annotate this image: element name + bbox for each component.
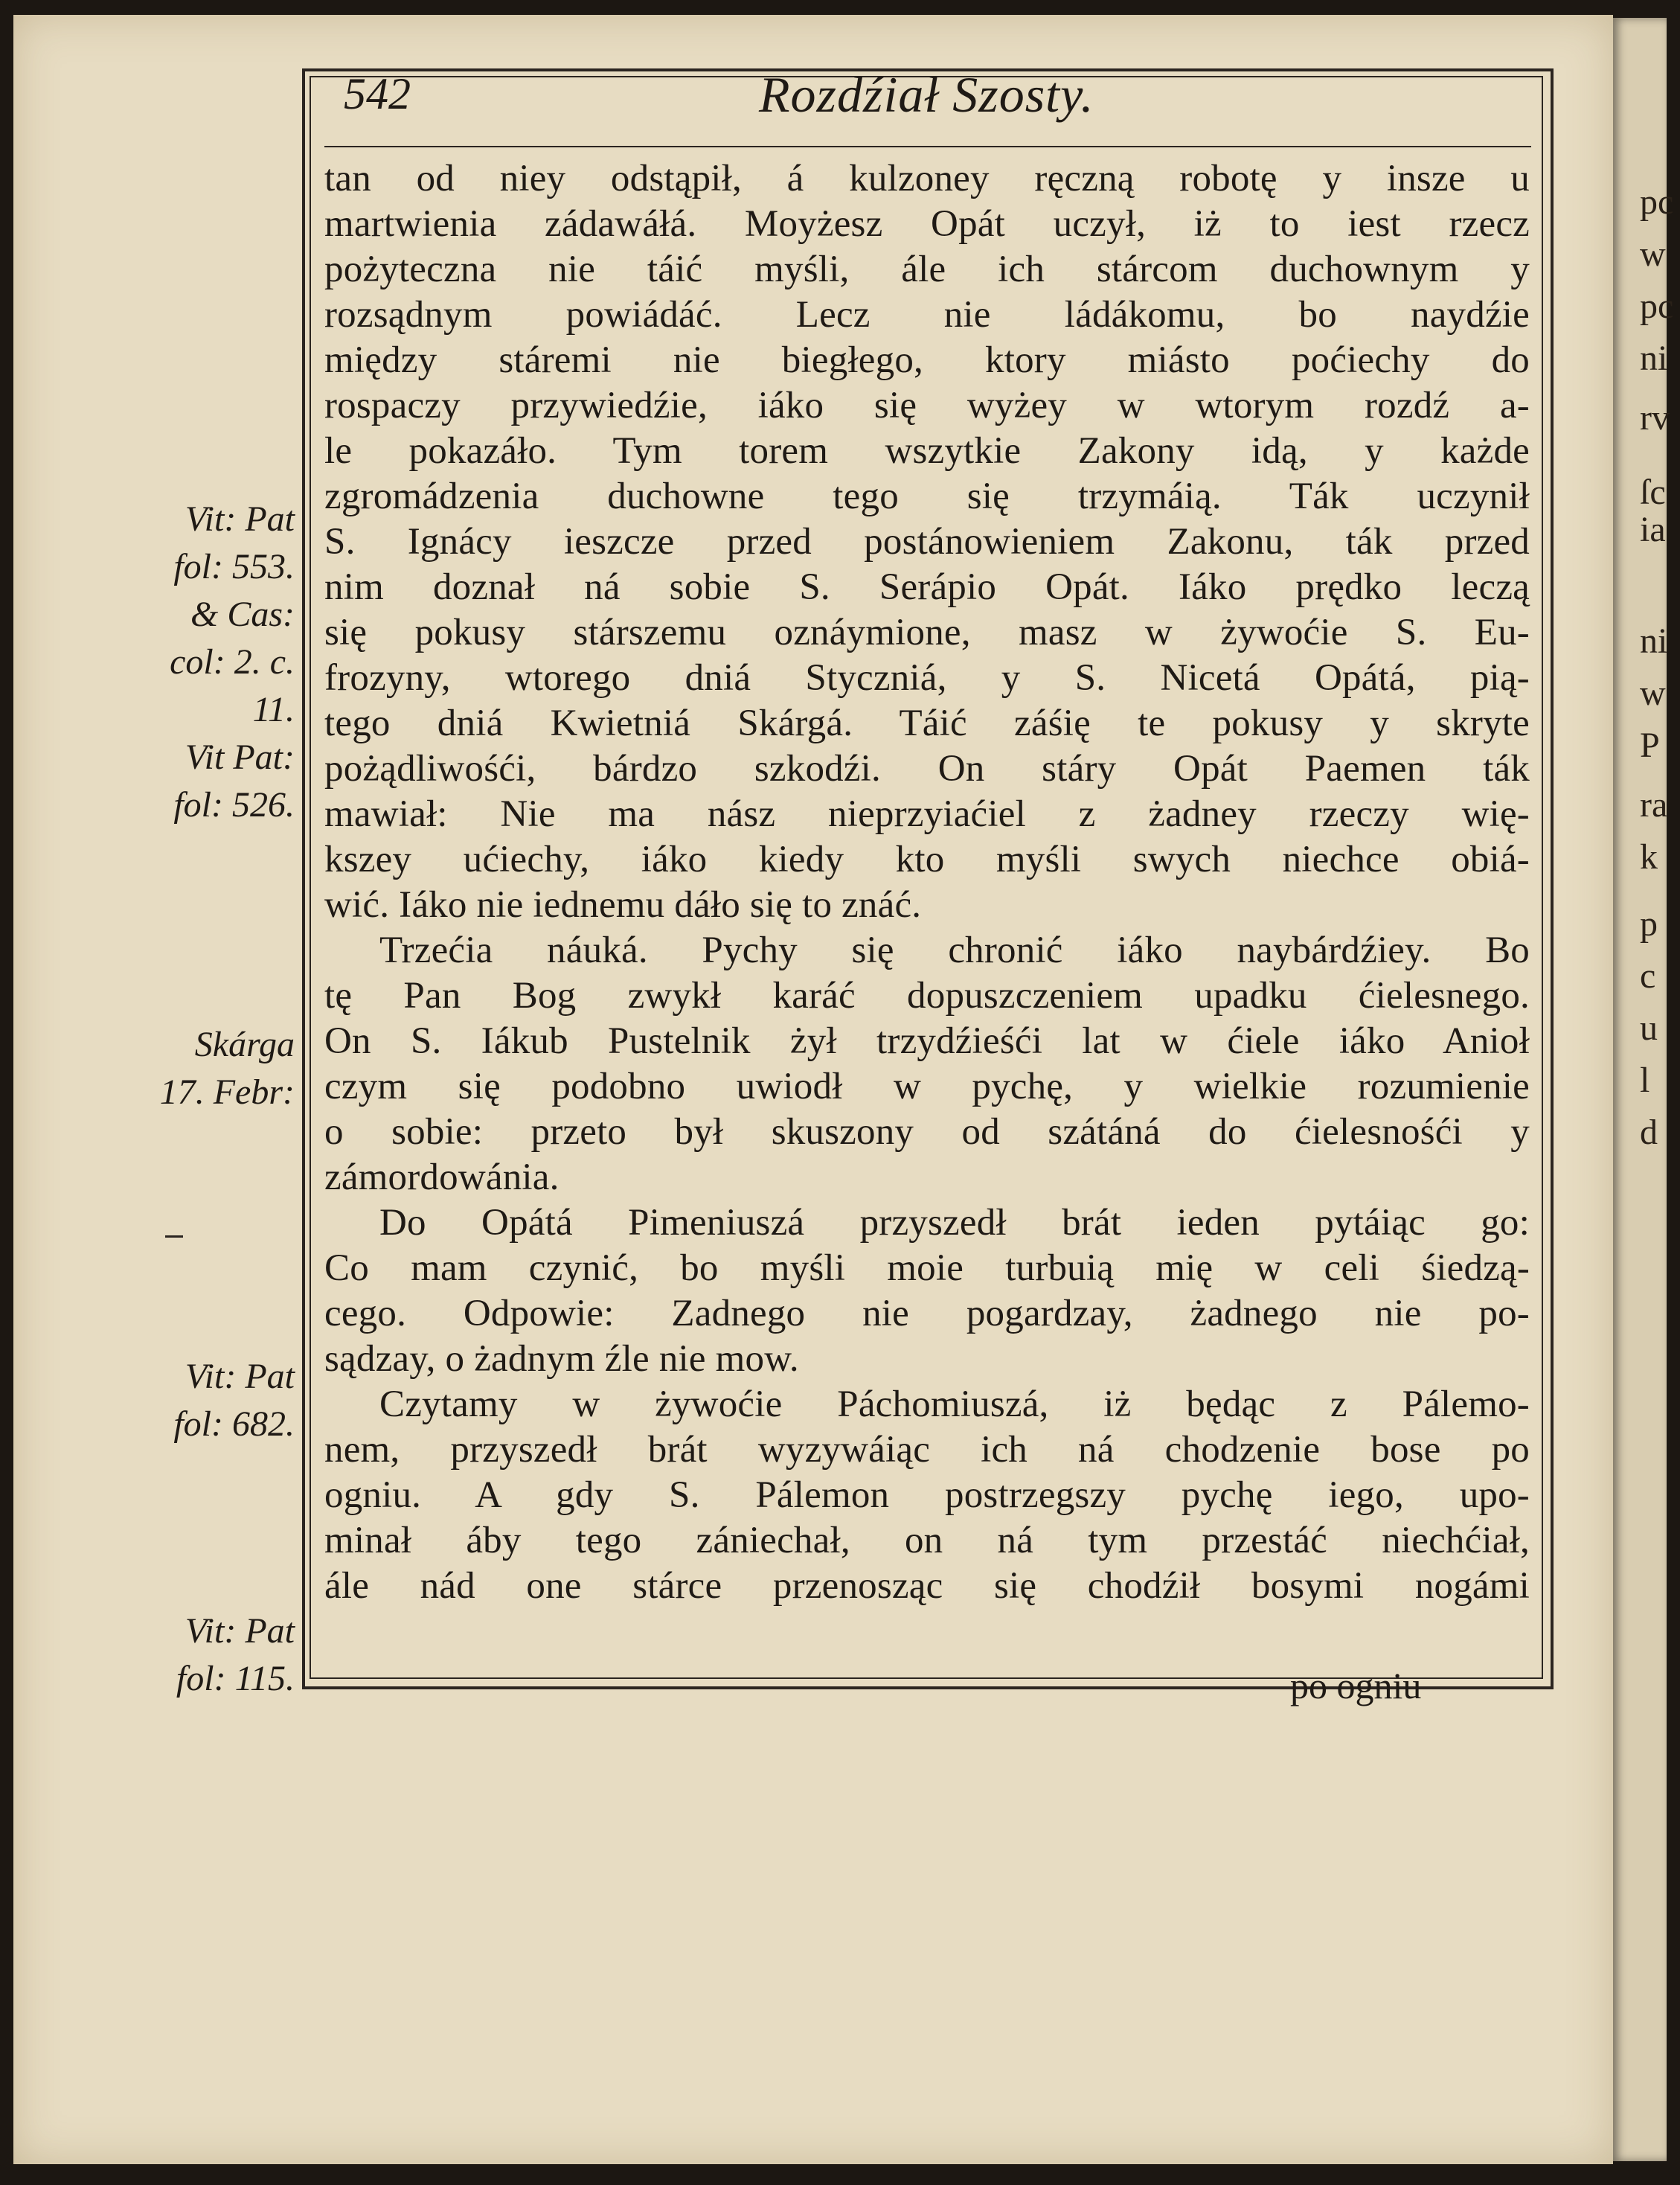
facing-page-fragment: k bbox=[1640, 837, 1658, 877]
text-line: zámordowánia. bbox=[324, 1157, 560, 1198]
header-rule bbox=[324, 146, 1531, 147]
facing-page-fragment: ra bbox=[1640, 785, 1668, 825]
page-number: 542 bbox=[344, 69, 411, 118]
text-line: mawiał: Nie ma nász nieprzyiaćiel z żadney rzeczy wię- bbox=[324, 793, 1530, 835]
margin-note-line: fol: 526. bbox=[173, 785, 295, 825]
running-head: Rozdźiał Szosty. bbox=[759, 66, 1094, 123]
margin-note-vit-pat-553 bbox=[146, 496, 295, 829]
text-line: wić. Iáko nie iednemu dáło się to znáć. bbox=[324, 884, 922, 926]
body-text bbox=[324, 156, 1530, 1609]
text-line: zgromádzenia duchowne tego się trzymáią. Ták uczynił bbox=[324, 476, 1530, 517]
text-line: On S. Iákub Pustelnik żył trzydźieśći lat w ćiele iáko Anioł bbox=[324, 1020, 1530, 1062]
facing-page-fragment: pc bbox=[1640, 287, 1674, 326]
text-line: tę Pan Bog zwykł karáć dopuszczeniem upadku ćielesnego. bbox=[324, 975, 1530, 1017]
facing-page-fragment: ia bbox=[1640, 510, 1666, 549]
margin-note-skarga bbox=[146, 1021, 295, 1116]
facing-page-fragment: pc bbox=[1640, 182, 1674, 222]
text-line: ogniu. A gdy S. Pálemon postrzegszy pychę iego, upo- bbox=[324, 1474, 1530, 1516]
facing-page-fragment: l bbox=[1640, 1060, 1650, 1100]
facing-page-fragment: P bbox=[1640, 726, 1660, 765]
paragraph-start-line: Czytamy w żywoćie Páchomiuszá, iż będąc z Pálemo- bbox=[379, 1383, 1530, 1425]
text-line: nim doznał ná sobie S. Serápio Opát. Iáko prędko leczą bbox=[324, 566, 1530, 608]
facing-page-fragment: w bbox=[1640, 234, 1666, 274]
text-line: czym się podobno uwiodł w pychę, y wielkie rozumienie bbox=[324, 1066, 1530, 1107]
facing-page-fragment: rv bbox=[1640, 398, 1670, 438]
text-line: się pokusy stárszemu oznáymione, masz w żywoćie S. Eu- bbox=[324, 612, 1530, 653]
margin-note-line: 17. Febr: bbox=[159, 1072, 295, 1112]
text-line: Co mam czynić, bo myśli moie turbuią mię w celi śiedzą- bbox=[324, 1247, 1530, 1289]
margin-note-line: & Cas: bbox=[190, 595, 295, 634]
text-line: nem, przyszedł brát wyzywáiąc ich ná chodzenie bose po bbox=[324, 1429, 1530, 1471]
margin-note-line: col: 2. c. bbox=[170, 642, 295, 682]
margin-note-line: fol: 115. bbox=[176, 1659, 295, 1698]
facing-page-fragment: ſc bbox=[1640, 473, 1666, 512]
margin-note-vit-pat-682 bbox=[146, 1353, 295, 1448]
facing-page-fragment: d bbox=[1640, 1113, 1658, 1152]
paragraph-start-line: Trzećia náuká. Pychy się chronić iáko naybárdźiey. Bo bbox=[379, 930, 1530, 971]
facing-page-fragment: p bbox=[1640, 904, 1658, 944]
margin-note-line: Skárga bbox=[194, 1025, 295, 1064]
text-line: pożądliwośći, bárdzo szkodźi. On stáry Opát Paemen ták bbox=[324, 748, 1530, 790]
text-line: o sobie: przeto był skuszony od szátáná do ćielesnośći y bbox=[324, 1111, 1530, 1153]
text-line: martwienia zádawáłá. Moyżesz Opát uczył, iż to iest rzecz bbox=[324, 203, 1530, 245]
margin-note-line: Vit: Pat bbox=[185, 1611, 295, 1651]
text-line: kszey ućiechy, iáko kiedy kto myśli swych niechce obiá- bbox=[324, 839, 1530, 880]
text-line: tego dniá Kwietniá Skárgá. Táić záśię te pokusy y skryte bbox=[324, 703, 1530, 744]
margin-note-line: fol: 682. bbox=[173, 1404, 295, 1444]
margin-note-line: fol: 553. bbox=[173, 547, 295, 586]
text-line: minał áby tego zániechał, on ná tym przestáć niechćiał, bbox=[324, 1520, 1530, 1561]
text-line: ále nád one stárce przenosząc się chodźił bosymi nogámi bbox=[324, 1565, 1530, 1607]
facing-page-fragment: c bbox=[1640, 956, 1656, 996]
paragraph-start-line: Do Opátá Pimeniuszá przyszedł brát ieden pytáiąc go: bbox=[379, 1202, 1530, 1244]
margin-note-line: Vit: Pat bbox=[185, 1357, 295, 1396]
margin-note-line: Vit: Pat bbox=[185, 499, 295, 539]
facing-page-fragment: u bbox=[1640, 1008, 1658, 1048]
text-line: frozyny, wtorego dniá Styczniá, y S. Nicetá Opátá, pią- bbox=[324, 657, 1530, 699]
text-line: S. Ignácy ieszcze przed postánowieniem Zakonu, ták przed bbox=[324, 521, 1530, 563]
text-line: sądzay, o żadnym źle nie mow. bbox=[324, 1338, 799, 1380]
text-line: rospaczy przywiedźie, iáko się wyżey w wtorym rozdź a- bbox=[324, 385, 1530, 426]
margin-note-line: 11. bbox=[252, 690, 295, 729]
text-line: le pokazáło. Tym torem wszytkie Zakony idą, y każde bbox=[324, 430, 1530, 472]
text-line: tan od niey odstąpił, á kulzoney ręczną robotę y insze u bbox=[324, 158, 1530, 199]
facing-page-edge bbox=[1613, 18, 1674, 2161]
margin-note-vit-pat-115 bbox=[146, 1607, 295, 1703]
facing-page-fragment: ni bbox=[1640, 621, 1668, 661]
text-line: cego. Odpowie: Zadnego nie pogardzay, żadnego nie po- bbox=[324, 1293, 1530, 1334]
text-line: między stáremi nie biegłego, ktory miásto poćiechy do bbox=[324, 339, 1530, 381]
margin-note-line: Vit Pat: bbox=[185, 738, 295, 777]
margin-dash-mark bbox=[165, 1235, 183, 1238]
catchword: po ogniu bbox=[1290, 1665, 1422, 1706]
text-line: pożyteczna nie táić myśli, ále ich stárcom duchownym y bbox=[324, 249, 1530, 290]
facing-page-fragment: w bbox=[1640, 674, 1666, 713]
facing-page-fragment: ni bbox=[1640, 339, 1668, 378]
text-line: rozsądnym powiádáć. Lecz nie ládákomu, bo naydźie bbox=[324, 294, 1530, 336]
